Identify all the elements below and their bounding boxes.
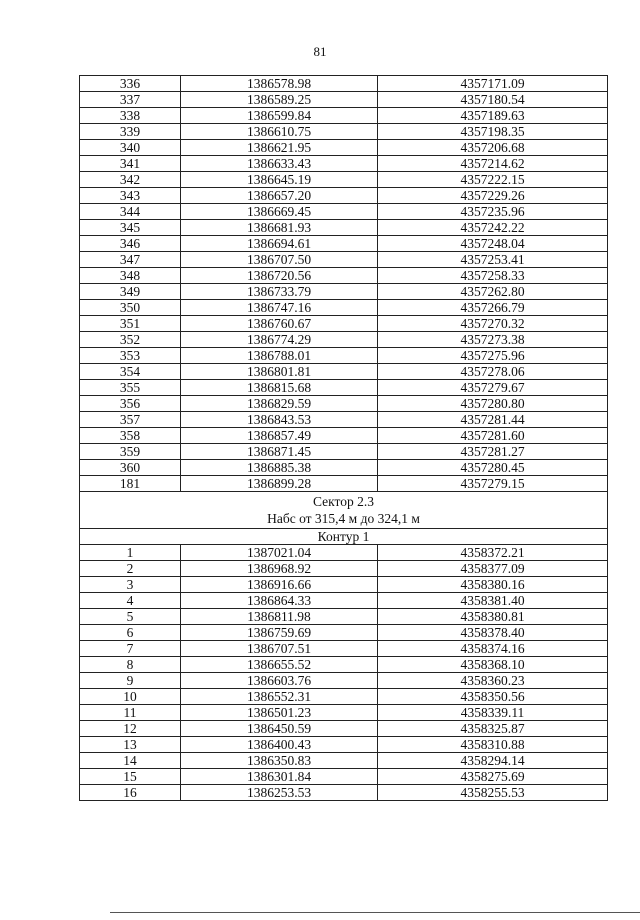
section-subtitle: Набс от 315,4 м до 324,1 м [267,511,420,526]
point-number-cell: 355 [80,380,181,396]
table-row [80,444,608,460]
y-coordinate-cell: 4358372.21 [378,545,608,561]
point-number-cell: 336 [80,76,181,92]
table-row [80,396,608,412]
y-coordinate-cell: 4357189.63 [378,108,608,124]
table-row [80,220,608,236]
x-coordinate-cell: 1386350.83 [181,753,378,769]
table-row [80,625,608,641]
y-coordinate-cell: 4358339.11 [378,705,608,721]
table-row [80,76,608,92]
table-row [80,284,608,300]
point-number-cell: 181 [80,476,181,492]
y-coordinate-cell: 4357281.27 [378,444,608,460]
table-row [80,545,608,561]
point-number-cell: 349 [80,284,181,300]
point-number-cell: 340 [80,140,181,156]
point-number-cell: 360 [80,460,181,476]
y-coordinate-cell: 4358374.16 [378,641,608,657]
point-number-cell: 2 [80,561,181,577]
x-coordinate-cell: 1386760.67 [181,316,378,332]
x-coordinate-cell: 1386301.84 [181,769,378,785]
point-number-cell: 351 [80,316,181,332]
x-coordinate-cell: 1386871.45 [181,444,378,460]
x-coordinate-cell: 1386747.16 [181,300,378,316]
y-coordinate-cell: 4358368.10 [378,657,608,673]
table-row [80,124,608,140]
y-coordinate-cell: 4357222.15 [378,172,608,188]
x-coordinate-cell: 1386599.84 [181,108,378,124]
y-coordinate-cell: 4357229.26 [378,188,608,204]
x-coordinate-cell: 1386811.98 [181,609,378,625]
point-number-cell: 339 [80,124,181,140]
x-coordinate-cell: 1386610.75 [181,124,378,140]
x-coordinate-cell: 1386707.51 [181,641,378,657]
table-row [80,204,608,220]
point-number-cell: 1 [80,545,181,561]
table-row [80,236,608,252]
y-coordinate-cell: 4358360.23 [378,673,608,689]
x-coordinate-cell: 1386843.53 [181,412,378,428]
x-coordinate-cell: 1386578.98 [181,76,378,92]
table-row [80,476,608,492]
x-coordinate-cell: 1386589.25 [181,92,378,108]
x-coordinate-cell: 1386501.23 [181,705,378,721]
table-row [80,657,608,673]
y-coordinate-cell: 4358380.81 [378,609,608,625]
x-coordinate-cell: 1386657.20 [181,188,378,204]
x-coordinate-cell: 1386707.50 [181,252,378,268]
point-number-cell: 343 [80,188,181,204]
section-title-row [80,492,608,529]
point-number-cell: 6 [80,625,181,641]
point-number-cell: 13 [80,737,181,753]
table-row [80,769,608,785]
y-coordinate-cell: 4357280.45 [378,460,608,476]
table-row [80,785,608,801]
table-row [80,641,608,657]
table-row [80,380,608,396]
table-row [80,172,608,188]
y-coordinate-cell: 4357281.44 [378,412,608,428]
table-row [80,673,608,689]
y-coordinate-cell: 4357253.41 [378,252,608,268]
y-coordinate-cell: 4358350.56 [378,689,608,705]
point-number-cell: 350 [80,300,181,316]
point-number-cell: 347 [80,252,181,268]
table-row [80,92,608,108]
table-row [80,188,608,204]
x-coordinate-cell: 1386645.19 [181,172,378,188]
x-coordinate-cell: 1386899.28 [181,476,378,492]
x-coordinate-cell: 1386450.59 [181,721,378,737]
point-number-cell: 10 [80,689,181,705]
table-row [80,156,608,172]
x-coordinate-cell: 1386968.92 [181,561,378,577]
point-number-cell: 5 [80,609,181,625]
contour-label: Контур 1 [317,529,370,544]
table-row [80,428,608,444]
x-coordinate-cell: 1386253.53 [181,785,378,801]
x-coordinate-cell: 1386916.66 [181,577,378,593]
point-number-cell: 7 [80,641,181,657]
point-number-cell: 12 [80,721,181,737]
x-coordinate-cell: 1386774.29 [181,332,378,348]
x-coordinate-cell: 1386829.59 [181,396,378,412]
point-number-cell: 357 [80,412,181,428]
point-number-cell: 358 [80,428,181,444]
coordinates-block-1 [80,76,608,492]
table-row [80,348,608,364]
bottom-divider [110,912,640,913]
coordinates-table [79,75,608,801]
point-number-cell: 352 [80,332,181,348]
x-coordinate-cell: 1386655.52 [181,657,378,673]
table-row [80,332,608,348]
table-row [80,364,608,380]
section-title-cell [80,492,608,529]
x-coordinate-cell: 1386552.31 [181,689,378,705]
point-number-cell: 4 [80,593,181,609]
point-number-cell: 15 [80,769,181,785]
coordinates-block-2 [80,545,608,801]
y-coordinate-cell: 4358380.16 [378,577,608,593]
point-number-cell: 342 [80,172,181,188]
table-row [80,705,608,721]
y-coordinate-cell: 4358381.40 [378,593,608,609]
x-coordinate-cell: 1386400.43 [181,737,378,753]
table-row [80,300,608,316]
table-row [80,609,608,625]
table-row [80,689,608,705]
y-coordinate-cell: 4357258.33 [378,268,608,284]
y-coordinate-cell: 4357235.96 [378,204,608,220]
y-coordinate-cell: 4357281.60 [378,428,608,444]
point-number-cell: 337 [80,92,181,108]
point-number-cell: 346 [80,236,181,252]
table-row [80,721,608,737]
y-coordinate-cell: 4358275.69 [378,769,608,785]
table-row [80,460,608,476]
x-coordinate-cell: 1386720.56 [181,268,378,284]
point-number-cell: 356 [80,396,181,412]
x-coordinate-cell: 1386681.93 [181,220,378,236]
x-coordinate-cell: 1386864.33 [181,593,378,609]
point-number-cell: 3 [80,577,181,593]
point-number-cell: 353 [80,348,181,364]
x-coordinate-cell: 1386733.79 [181,284,378,300]
point-number-cell: 338 [80,108,181,124]
page-number: 81 [313,44,327,59]
y-coordinate-cell: 4358310.88 [378,737,608,753]
table-row [80,737,608,753]
y-coordinate-cell: 4357214.62 [378,156,608,172]
contour-row [80,529,608,545]
y-coordinate-cell: 4357206.68 [378,140,608,156]
table-row [80,252,608,268]
point-number-cell: 16 [80,785,181,801]
point-number-cell: 8 [80,657,181,673]
x-coordinate-cell: 1386815.68 [181,380,378,396]
point-number-cell: 348 [80,268,181,284]
y-coordinate-cell: 4357280.80 [378,396,608,412]
point-number-cell: 14 [80,753,181,769]
y-coordinate-cell: 4358255.53 [378,785,608,801]
x-coordinate-cell: 1387021.04 [181,545,378,561]
y-coordinate-cell: 4358294.14 [378,753,608,769]
table-row [80,593,608,609]
point-number-cell: 344 [80,204,181,220]
section-title: Сектор 2.3 [312,494,374,509]
y-coordinate-cell: 4357262.80 [378,284,608,300]
y-coordinate-cell: 4357273.38 [378,332,608,348]
x-coordinate-cell: 1386759.69 [181,625,378,641]
y-coordinate-cell: 4357266.79 [378,300,608,316]
contour-cell [80,529,608,545]
table-row [80,316,608,332]
x-coordinate-cell: 1386694.61 [181,236,378,252]
point-number-cell: 341 [80,156,181,172]
y-coordinate-cell: 4357279.15 [378,476,608,492]
table-row [80,268,608,284]
point-number-cell: 11 [80,705,181,721]
table-row [80,108,608,124]
y-coordinate-cell: 4358325.87 [378,721,608,737]
y-coordinate-cell: 4357279.67 [378,380,608,396]
table-row [80,412,608,428]
table-row [80,140,608,156]
x-coordinate-cell: 1386801.81 [181,364,378,380]
x-coordinate-cell: 1386788.01 [181,348,378,364]
x-coordinate-cell: 1386621.95 [181,140,378,156]
x-coordinate-cell: 1386603.76 [181,673,378,689]
y-coordinate-cell: 4357270.32 [378,316,608,332]
x-coordinate-cell: 1386633.43 [181,156,378,172]
y-coordinate-cell: 4358377.09 [378,561,608,577]
y-coordinate-cell: 4357242.22 [378,220,608,236]
y-coordinate-cell: 4358378.40 [378,625,608,641]
y-coordinate-cell: 4357198.35 [378,124,608,140]
y-coordinate-cell: 4357180.54 [378,92,608,108]
point-number-cell: 359 [80,444,181,460]
table-row [80,753,608,769]
section-header [80,492,608,545]
table-row [80,577,608,593]
y-coordinate-cell: 4357275.96 [378,348,608,364]
table-row [80,561,608,577]
y-coordinate-cell: 4357248.04 [378,236,608,252]
point-number-cell: 354 [80,364,181,380]
x-coordinate-cell: 1386857.49 [181,428,378,444]
x-coordinate-cell: 1386885.38 [181,460,378,476]
y-coordinate-cell: 4357278.06 [378,364,608,380]
point-number-cell: 9 [80,673,181,689]
y-coordinate-cell: 4357171.09 [378,76,608,92]
x-coordinate-cell: 1386669.45 [181,204,378,220]
point-number-cell: 345 [80,220,181,236]
